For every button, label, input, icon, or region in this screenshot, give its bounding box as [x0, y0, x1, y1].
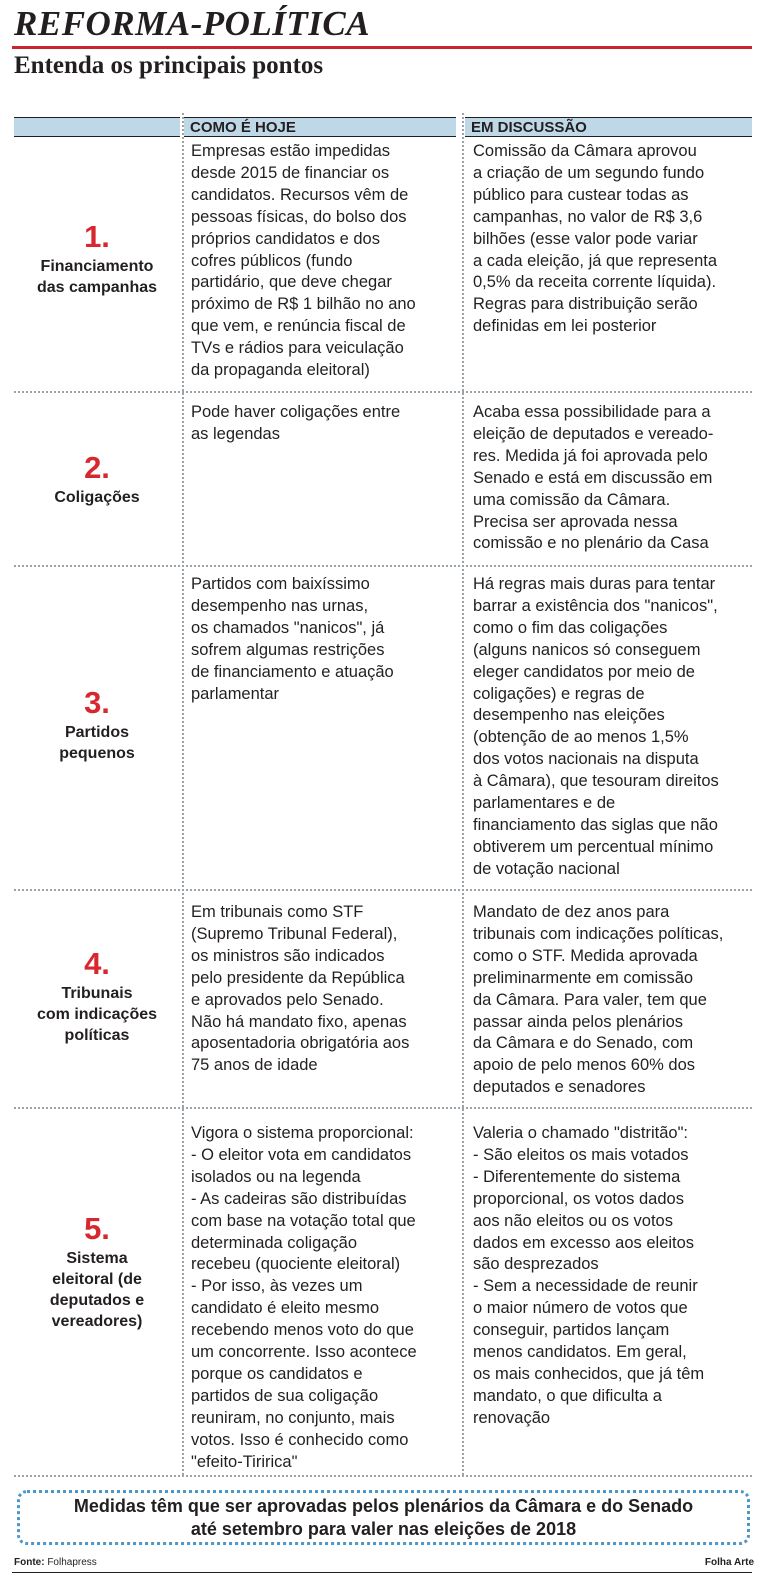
row-divider	[14, 1107, 752, 1109]
source-value: Folhapress	[47, 1557, 97, 1568]
cell-em-discussao: Comissão da Câmara aprovou a criação de um segundo fundo público para custear todas as campanhas, no valor de R$ 3,6 bilhões (esse valor pode variar a cada eleição, já que representa 0,5% da receita corrente líquida). Regras para distribuição serão definidas em lei posterior	[473, 142, 718, 336]
row-number: 1.	[84, 219, 110, 254]
cell-em-discussao: Valeria o chamado "distritão": - São eleitos os mais votados - Diferentemente do sistema proporcional, os votos dados aos não eleitos ou os votos dados em excesso aos eleitos são desprezados - Sem a necessidade de reunir o maior número de votos que conseguir, partidos lançam menos candidatos. Em geral, os mais conhecidos, que já têm mandato, o que dificulta a renovação	[473, 1124, 705, 1427]
row-number: 5.	[84, 1211, 110, 1246]
cell-em-discussao: Acaba essa possibilidade para a eleição de deputados e vereado- res. Medida já foi aprovada pelo Senado e está em discussão em uma comissão da Câmara. Precisa ser aprovada nessa comissão e no plenário da Casa	[473, 403, 714, 553]
row-title: Tribunais com indicações políticas	[36, 985, 158, 1044]
column-header-como-e-hoje: COMO É HOJE	[184, 117, 456, 137]
row-title: Sistema eleitoral (de deputados e vereadores)	[49, 1250, 145, 1330]
cell-como-e-hoje: Pode haver coligações entre as legendas	[191, 403, 401, 443]
cell-como-e-hoje: Empresas estão impedidas desde 2015 de financiar os candidatos. Recursos vêm de pessoas físicas, do bolso dos próprios candidatos e dos cofres públicos (fundo partidário, que deve chegar próximo de R$ 1 bilhão no ano que vem, e renúncia fiscal de TVs e rádios para veiculação da propaganda eleitoral)	[191, 142, 416, 380]
table-header-blank	[14, 117, 180, 137]
cell-como-e-hoje: Em tribunais como STF (Supremo Tribunal Federal), os ministros são indicados pelo presidente da República e aprovados pelo Senado. Não há mandato fixo, apenas aposentadoria obrigatória aos 75 anos de idade	[191, 903, 410, 1075]
row-title: Coligações	[54, 489, 140, 506]
row-divider	[14, 889, 752, 891]
cell-como-e-hoje: Vigora o sistema proporcional: - O eleitor vota em candidatos isolados ou na legenda - As cadeiras são distribuídas com base na votação total que determinada coligação recebeu (quociente eleitoral) - Por isso, às vezes um candidato é eleito mesmo recebendo menos voto do que um concorrente. Isso acontece porque os candidatos e partidos de sua coligação reuniram, no conjunto, mais votos. Isso é conhecido como "efeito-Tiririca"	[191, 1124, 417, 1471]
row-label-partidos-pequenos	[14, 686, 180, 764]
column-header-em-discussao: EM DISCUSSÃO	[465, 117, 752, 137]
page-title: REFORMA-POLÍTICA	[14, 4, 371, 43]
title-rule	[12, 46, 752, 49]
cell-como-e-hoje: Partidos com baixíssimo desempenho nas urnas, os chamados "nanicos", já sofrem algumas restrições de financiamento e atuação parlamentar	[191, 575, 394, 703]
bottom-rule	[12, 1572, 752, 1573]
row-divider	[14, 565, 752, 567]
row-label-sistema-eleitoral	[14, 1212, 180, 1332]
source-line	[14, 1557, 97, 1568]
row-number: 3.	[84, 685, 110, 720]
source-label: Fonte:	[14, 1557, 45, 1568]
page-subtitle: Entenda os principais pontos	[14, 52, 324, 79]
cell-em-discussao: Há regras mais duras para tentar barrar a existência dos "nanicos", como o fim das coligações (alguns nanicos só conseguem eleger candidatos por meio de coligações) e regras de desempenho nas eleições (obtenção de ao menos 1,5% dos votos nacionais na disputa à Câmara), que tesouram direitos parlamentares e de financiamento das siglas que não obtiverem um percentual mínimo de votação nacional	[473, 575, 719, 878]
art-credit: Folha Arte	[704, 1557, 754, 1568]
row-title: Partidos pequenos	[59, 724, 135, 762]
row-title: Financiamento das campanhas	[36, 258, 158, 296]
row-divider	[14, 1475, 752, 1477]
column-divider	[462, 113, 464, 1475]
footer-note: Medidas têm que ser aprovadas pelos plenários da Câmara e do Senado até setembro para valer nas eleições de 2018	[73, 1496, 694, 1539]
cell-em-discussao: Mandato de dez anos para tribunais com indicações políticas, como o STF. Medida aprovada preliminarmente em comissão da Câmara. Para valer, tem que passar ainda pelos plenários da Câmara e do Senado, com apoio de pelo menos 60% dos deputados e senadores	[473, 903, 724, 1097]
column-divider	[182, 113, 184, 1475]
row-label-coligacoes	[14, 451, 180, 508]
row-label-financiamento	[14, 220, 180, 298]
row-number: 4.	[84, 946, 110, 981]
row-label-tribunais	[14, 947, 180, 1046]
row-number: 2.	[84, 450, 110, 485]
row-divider	[14, 391, 752, 393]
